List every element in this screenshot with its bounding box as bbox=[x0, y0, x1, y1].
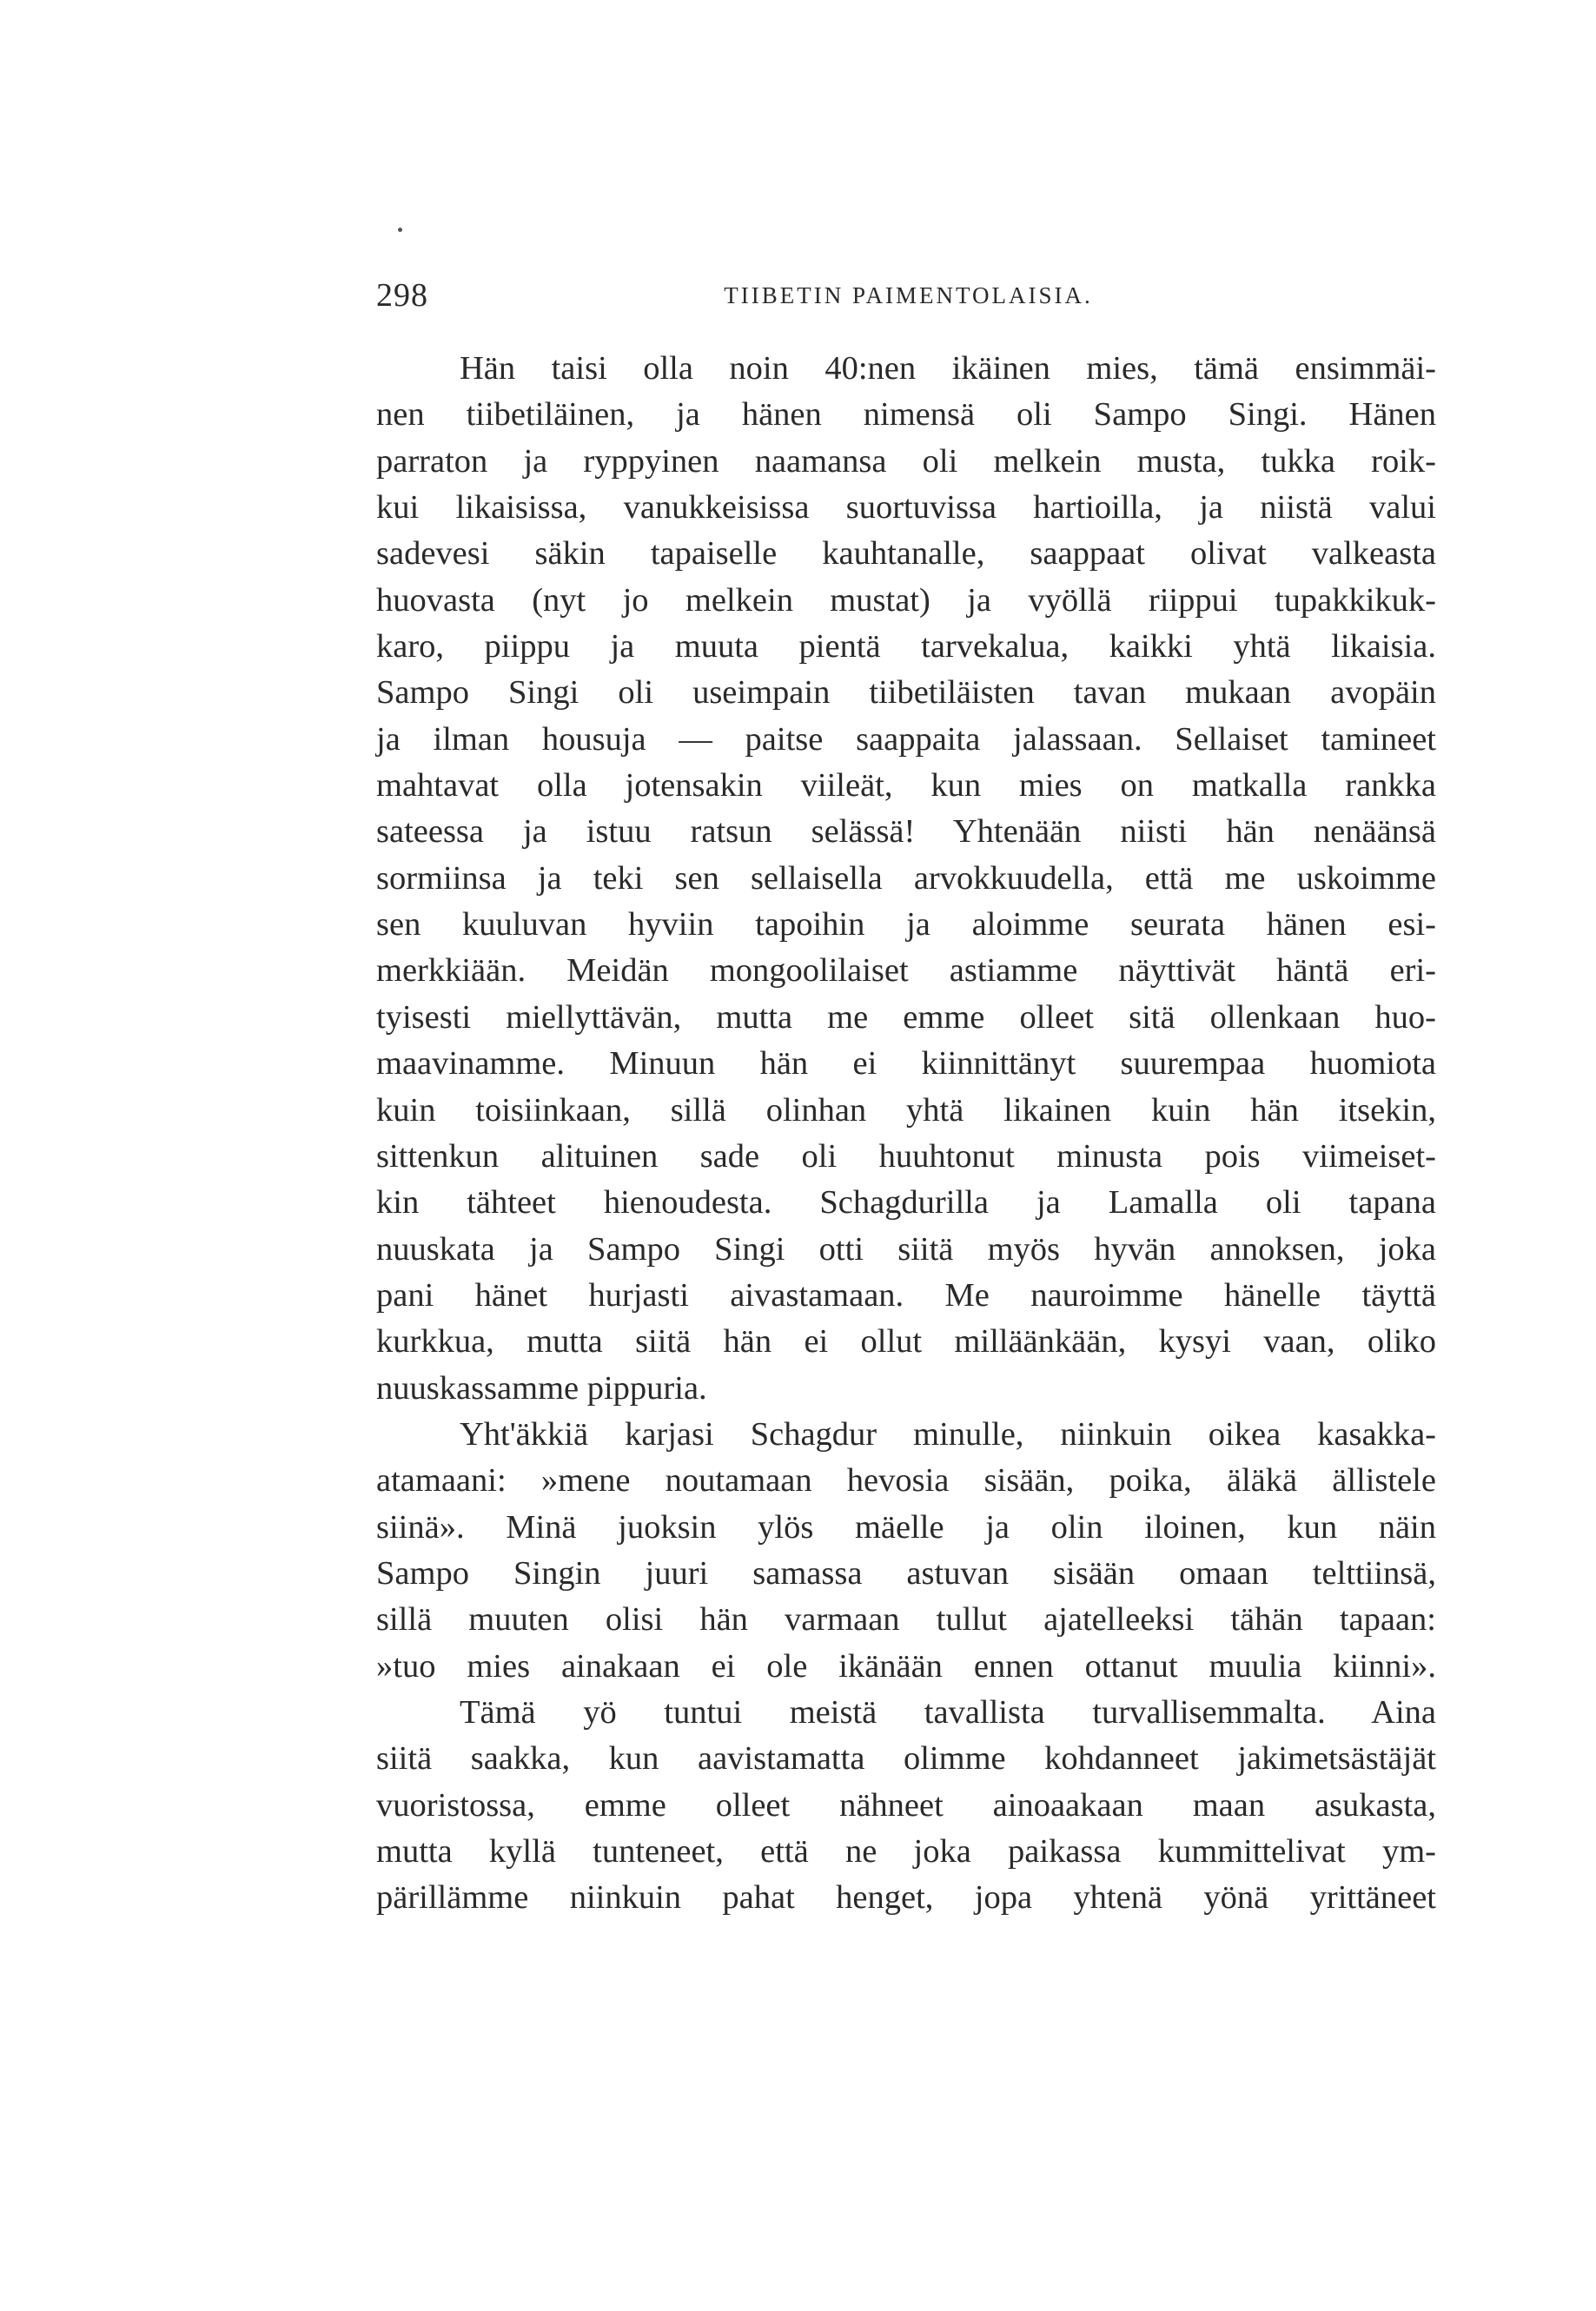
text-line: Hän taisi olla noin 40:nen ikäinen mies, tämä ensimmäi- bbox=[460, 350, 1436, 387]
text-line: »tuo mies ainakaan ei ole ikänään ennen ottanut muulia kiinni». bbox=[376, 1647, 1436, 1685]
text-line: kurkkua, mutta siitä hän ei ollut milläänkään, kysyi vaan, oliko bbox=[376, 1323, 1436, 1361]
text-line: merkkiään. Meidän mongoolilaiset astiamme näyttivät häntä eri- bbox=[376, 952, 1436, 990]
text-line: Sampo Singin juuri samassa astuvan sisään omaan telttiinsä, bbox=[376, 1554, 1436, 1592]
text-line: Yht'äkkiä karjasi Schagdur minulle, niinkuin oikea kasakka- bbox=[460, 1415, 1436, 1453]
text-line: nuuskata ja Sampo Singi otti siitä myös hyvän annoksen, joka bbox=[376, 1230, 1436, 1268]
text-line: tyisesti miellyttävän, mutta me emme olleet sitä ollenkaan huo- bbox=[376, 998, 1436, 1036]
body-text bbox=[376, 346, 1436, 1922]
text-line: atamaani: »mene noutamaan hevosia sisään, poika, äläkä ällistele bbox=[376, 1462, 1436, 1500]
page-header bbox=[376, 269, 1440, 321]
text-line: mutta kyllä tunteneet, että ne joka paikassa kummittelivat ym- bbox=[376, 1833, 1436, 1870]
text-line: maavinamme. Minuun hän ei kiinnittänyt suurempaa huomiota bbox=[376, 1045, 1436, 1083]
text-line: kin tähteet hienoudesta. Schagdurilla ja Lamalla oli tapana bbox=[376, 1184, 1436, 1222]
text-line: sillä muuten olisi hän varmaan tullut ajatelleeksi tähän tapaan: bbox=[376, 1601, 1436, 1639]
text-line: pärillämme niinkuin pahat henget, jopa yhtenä yönä yrittäneet bbox=[376, 1879, 1436, 1917]
text-line: sateessa ja istuu ratsun selässä! Yhtenään niisti hän nenäänsä bbox=[376, 813, 1436, 851]
text-line: sadevesi säkin tapaiselle kauhtanalle, saappaat olivat valkeasta bbox=[376, 535, 1436, 573]
text-line: mahtavat olla jotensakin viileät, kun mies on matkalla rankka bbox=[376, 767, 1436, 805]
text-line: huovasta (nyt jo melkein mustat) ja vyöllä riippui tupakkikuk- bbox=[376, 581, 1436, 619]
text-line: vuoristossa, emme olleet nähneet ainoaakaan maan asukasta, bbox=[376, 1786, 1436, 1824]
text-line: nen tiibetiläinen, ja hänen nimensä oli Sampo Singi. Hänen bbox=[376, 396, 1436, 434]
running-head: TIIBETIN PAIMENTOLAISIA. bbox=[724, 282, 1093, 308]
text-line: nuuskassamme pippuria. bbox=[376, 1369, 707, 1407]
text-line: karo, piippu ja muuta pientä tarvekalua, kaikki yhtä likaisia. bbox=[376, 628, 1436, 665]
text-line: siinä». Minä juoksin ylös mäelle ja olin iloinen, kun näin bbox=[376, 1508, 1436, 1546]
text-line: sen kuuluvan hyviin tapoihin ja aloimme seurata hänen esi- bbox=[376, 906, 1436, 944]
text-line: pani hänet hurjasti aivastamaan. Me nauroimme hänelle täyttä bbox=[376, 1276, 1436, 1314]
text-line: siitä saakka, kun aavistamatta olimme kohdanneet jakimetsästäjät bbox=[376, 1740, 1436, 1778]
page-number: 298 bbox=[376, 277, 428, 314]
text-line: sittenkun alituinen sade oli huuhtonut minusta pois viimeiset- bbox=[376, 1137, 1436, 1175]
text-line: Sampo Singi oli useimpain tiibetiläisten tavan mukaan avopäin bbox=[376, 674, 1436, 712]
text-line: ja ilman housuja — paitse saappaita jalassaan. Sellaiset tamineet bbox=[376, 720, 1436, 758]
text-line: kui likaisissa, vanukkeisissa suortuvissa hartioilla, ja niistä valui bbox=[376, 489, 1436, 526]
page-speck bbox=[398, 228, 402, 232]
text-line: Tämä yö tuntui meistä tavallista turvallisemmalta. Aina bbox=[460, 1693, 1436, 1731]
text-line: sormiinsa ja teki sen sellaisella arvokkuudella, että me uskoimme bbox=[376, 859, 1436, 897]
text-line: parraton ja ryppyinen naamansa oli melkein musta, tukka roik- bbox=[376, 442, 1436, 480]
text-line: kuin toisiinkaan, sillä olinhan yhtä likainen kuin hän itsekin, bbox=[376, 1091, 1436, 1129]
